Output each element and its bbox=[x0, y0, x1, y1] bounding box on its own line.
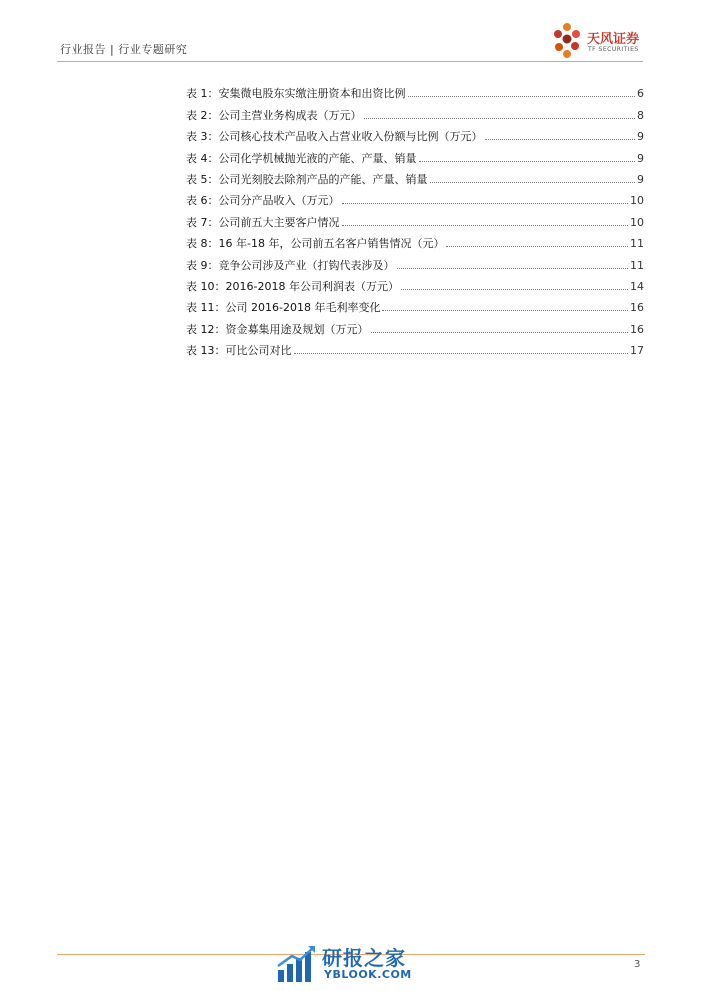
toc-entry-page: 16 bbox=[630, 301, 644, 315]
toc-entry[interactable] bbox=[186, 166, 644, 187]
leader-dots bbox=[485, 138, 636, 140]
flower-logo-icon bbox=[550, 22, 584, 60]
toc-entry-page: 9 bbox=[637, 151, 644, 165]
toc-entry-page: 11 bbox=[630, 237, 644, 251]
toc-entry-label: 表 7：公司前五大主要客户情况 bbox=[186, 215, 340, 229]
toc-entry-label: 表 5：公司光刻胶去除剂产品的产能、产量、销量 bbox=[186, 172, 428, 186]
bar-chart-arrow-icon bbox=[276, 944, 318, 984]
leader-dots bbox=[397, 267, 629, 269]
leader-dots bbox=[371, 331, 629, 333]
toc-entry-page: 10 bbox=[630, 215, 644, 229]
toc-entry[interactable] bbox=[186, 123, 644, 144]
toc-entry-page: 9 bbox=[637, 130, 644, 144]
watermark bbox=[276, 942, 456, 988]
leader-dots bbox=[446, 245, 628, 247]
leader-dots bbox=[430, 181, 636, 183]
toc-entry-label: 表 9：竞争公司涉及产业（打钩代表涉及） bbox=[186, 258, 395, 272]
toc-entry[interactable] bbox=[186, 273, 644, 294]
leader-dots bbox=[401, 288, 628, 290]
toc-entry-label: 表 11：公司 2016-2018 年毛利率变化 bbox=[186, 301, 381, 315]
toc-entry-page: 11 bbox=[630, 258, 644, 272]
leader-dots bbox=[419, 160, 636, 162]
toc-entry-page: 8 bbox=[637, 108, 644, 122]
leader-dots bbox=[408, 95, 636, 97]
toc-entry[interactable] bbox=[186, 80, 644, 101]
leader-dots bbox=[342, 224, 629, 226]
toc-entry-label: 表 2：公司主营业务构成表（万元） bbox=[186, 108, 362, 122]
logo-text-en: TF SECURITIES bbox=[588, 46, 639, 53]
watermark-text-cn: 研报之家 bbox=[322, 946, 406, 970]
toc-entry-label: 表 12：资金募集用途及规划（万元） bbox=[186, 322, 369, 336]
leader-dots bbox=[364, 117, 636, 119]
toc-entry-label: 表 6：公司分产品收入（万元） bbox=[186, 194, 340, 208]
leader-dots bbox=[382, 309, 628, 311]
toc-entry-label: 表 1：安集微电股东实缴注册资本和出资比例 bbox=[186, 87, 406, 101]
leader-dots bbox=[294, 352, 629, 354]
toc-entry-page: 9 bbox=[637, 172, 644, 186]
toc-entry-page: 10 bbox=[630, 194, 644, 208]
watermark-text-en: YBLOOK.COM bbox=[324, 968, 412, 981]
toc-entry[interactable] bbox=[186, 294, 644, 315]
table-of-figures bbox=[186, 80, 644, 358]
leader-dots bbox=[342, 202, 629, 204]
toc-entry-page: 17 bbox=[630, 344, 644, 358]
toc-entry[interactable] bbox=[186, 230, 644, 251]
toc-entry-label: 表 4：公司化学机械抛光液的产能、产量、销量 bbox=[186, 151, 417, 165]
toc-entry-label: 表 8：16 年-18 年，公司前五名客户销售情况（元） bbox=[186, 237, 445, 251]
toc-entry[interactable] bbox=[186, 144, 644, 165]
toc-entry-page: 14 bbox=[630, 279, 644, 293]
page-header bbox=[0, 0, 702, 66]
toc-entry-label: 表 10：2016-2018 年公司利润表（万元） bbox=[186, 279, 399, 293]
toc-entry[interactable] bbox=[186, 251, 644, 272]
toc-entry[interactable] bbox=[186, 208, 644, 229]
toc-entry[interactable] bbox=[186, 315, 644, 336]
logo-text-cn: 天风证券 bbox=[587, 32, 640, 47]
toc-entry-label: 表 3：公司核心技术产品收入占营业收入份额与比例（万元） bbox=[186, 130, 483, 144]
toc-entry-page: 16 bbox=[630, 322, 644, 336]
toc-entry[interactable] bbox=[186, 337, 644, 358]
toc-entry[interactable] bbox=[186, 187, 644, 208]
toc-entry-label: 表 13：可比公司对比 bbox=[186, 344, 292, 358]
toc-entry-page: 6 bbox=[637, 87, 644, 101]
toc-entry[interactable] bbox=[186, 101, 644, 122]
header-title: 行业报告 | 行业专题研究 bbox=[60, 43, 188, 56]
page-number: 3 bbox=[634, 959, 641, 970]
company-logo bbox=[550, 22, 650, 62]
